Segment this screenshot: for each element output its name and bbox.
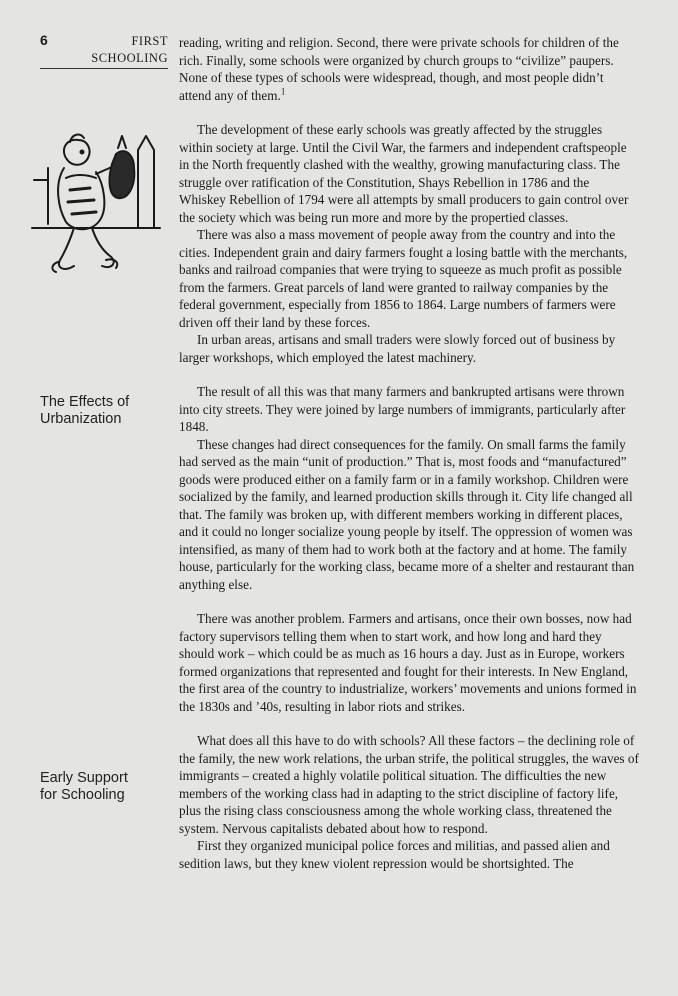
paragraph: There was also a mass movement of people away from the country and into the cities. Independent grain and dairy farmers fought a losing battle with the merchants, banks and railroad companies that were trying to squeeze as much profit as possible from the farmers. Great parcels of land were granted to railway companies by the federal government, especially from 1856 to 1864. Large numbers of farmers were driven off their land by these forces. (179, 227, 628, 330)
paragraph: The development of these early schools was greatly affected by the struggles within society at large. Until the Civil War, the farmers and independent craftspeople in the North frequently clashed with the wealthy, growing manufacturing class. The struggle over ratification of the Constitution, Shays Rebellion in 1786 and the Whiskey Rebellion of 1794 were all attempts by small producers to gain control over the society which was being run more and more by the propertied classes. (179, 122, 629, 225)
paragraph: There was another problem. Farmers and artisans, once their own bosses, now had factory supervisors telling them when to start work, and how long and hard they should work – which could be as much as 16 hours a day. Just as in Europe, workers formed organizations that represented and fought for their interests. In New England, the first area of the country to industrialize, workers’ movements and unions formed in the 1830s and ’40s, resulting in labor riots and strikes. (179, 611, 637, 714)
paragraph: reading, writing and religion. Second, there were private schools for children of the rich. Finally, some schools were organized by church groups to “civilize” paupers. None of these types of schools were widespread, though, and most people didn’t attend any of them.$^1$ (179, 35, 619, 103)
paragraph: In urban areas, artisans and small traders were slowly forced out of business by larger workshops, which employed the latest machinery. (179, 332, 616, 365)
footnote-marker: 1 (280, 86, 286, 97)
paragraph: What does all this have to do with schools? All these factors – the declining role of the family, the new work relations, the urban strife, the political struggles, the waves of immigrants – created a highly volatile political situation. The difficulties the new members of the working class had in adapting to the strict discipline of factory life, plus the rising class consciousness among the whole working class, threatened the system. Nervous capitalists debated about how to respond. (179, 733, 639, 836)
paragraph: These changes had direct consequences for the family. On small farms the family had served as the main “unit of production.” That is, most foods and “manufactured” goods were produced either on a family farm or in a family workshop. Children were socialized by the family, and learned production skills through it. City life changed all that. The family was broken up, with different members working in different places, and it could no longer socialize young people by itself. The oppression of women was intensified, as many of them had to work both at the factory and at home. The family house, particularly for the working class, became more of a shelter and restaurant than anything else. (179, 436, 635, 592)
main-text-column (179, 34, 639, 872)
paragraph: First they organized municipal police forces and militias, and passed alien and sedition laws, but they knew violent repression would be shortsighted. The (179, 838, 610, 871)
side-heading-line: The Effects of (40, 394, 130, 410)
side-heading-line: for Schooling (40, 787, 125, 803)
page-number: 6 (40, 32, 48, 48)
running-head-first: FIRST (131, 34, 168, 48)
running-head (40, 33, 168, 69)
paragraph: The result of all this was that many farmers and bankrupted artisans were thrown into city streets. They were joined by large numbers of immigrants, particularly after 1848. (179, 384, 626, 434)
boy-with-sack-drawing-icon (30, 128, 162, 280)
side-heading-line: Early Support (40, 770, 128, 786)
side-heading-effects-of-urbanization (40, 394, 168, 428)
side-heading-line: Urbanization (40, 411, 122, 427)
side-heading-early-support (40, 770, 168, 804)
running-head-schooling: SCHOOLING (91, 51, 168, 65)
